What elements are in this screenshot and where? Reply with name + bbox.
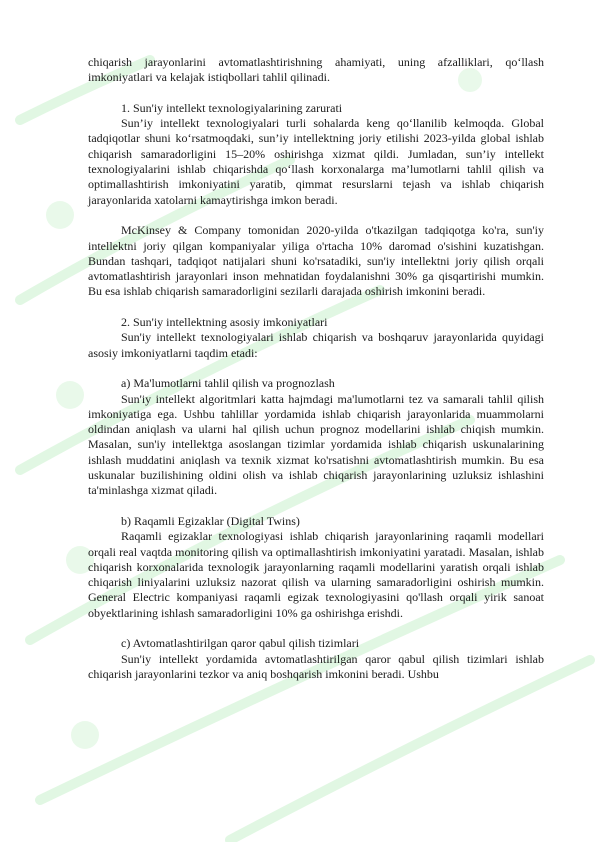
paragraph-intro-end: chiqarish jarayonlarini avtomatlashtirishning ahamiyati, uning afzalliklari, qo‘llash imkoniyatlari va kelajak istiqbollari tahlil qilinadi. [88,55,544,85]
paragraph-data-analysis: Sun'iy intellekt algoritmlari katta hajmdagi ma'lumotlarni tez va samarali tahlil qilish imkoniyatiga ega. Ushbu tahlillar yordamida ishlab chiqarish jarayonlarida muammolarni oldindan aniqlash va ularni hal qilish uchun prognoz modellarini ishlab chiqish mumkin. Masalan, sun'iy intellektga asoslangan tizimlar yordamida ishlab chiqarish uskunalarining ishlash muddatini aniqlash va texnik xizmat ko'rsatishni avtomatlashtirish mumkin. Bu esa uskunalar buzilishining oldini olish va ishlab chiqarish jarayonlarining uzluksiz ishlashini ta'minlashga xizmat qiladi. [88,391,544,498]
heading-subsection-a: a) Ma'lumotlarni tahlil qilish va prognozlash [121,376,335,391]
paragraph-capabilities-intro: Sun'iy intellekt texnologiyalari ishlab chiqarish va boshqaruv jarayonlarida quyidagi asosiy imkoniyatlarni taqdim etadi: [88,330,544,360]
heading-section-2: 2. Sun'iy intellektning asosiy imkoniyatlari [121,315,328,330]
heading-section-1: 1. Sun'iy intellekt texnologiyalarining zarurati [121,100,343,115]
paragraph-mckinsey: McKinsey & Company tomonidan 2020-yilda o'tkazilgan tadqiqotga ko'ra, sun'iy intellektni joriy qilgan kompaniyalar yiliga o'rtacha 10% daromad o'sishini kuzatishgan. Bundan tashqari, tadqiqot natijalari shuni ko'rsatadiki, sun'iy intellektni joriy qilish orqali avtomatlashtirish jarayonlari inson mehnatidan foydalanishni 30% ga qisqartirishi mumkin. Bu esa ishlab chiqarish samaradorligini sezilarli darajada oshirish imkonini beradi. [88,223,544,299]
paragraph-digital-twins: Raqamli egizaklar texnologiyasi ishlab chiqarish jarayonlarining raqamli modellari orqali real vaqtda monitoring qilish va optimallashtirish imkoniyatini yaratadi. Masalan, ishlab chiqarish korxonalarida texnologik jarayonlarning raqamli modellarini yaratish orqali ishlab chiqarish liniyalarini uzluksiz nazorat qilish va ularning samaradorligini oshirish mumkin. General Electric kompaniyasi raqamli egizak texnologiyasini qo'llash orqali yirik sanoat obyektlarining ishlash samaradorligini 10% ga oshirishga erishdi. [88,529,544,620]
paragraph-ai-necessity: Sun’iy intellekt texnologiyalari turli sohalarda keng qo‘llanilib kelmoqda. Global tadqiqotlar shuni ko‘rsatmoqdaki, sun’iy intellektning joriy etilishi 2023-yilda global ishlab chiqarish samaradorligini 15–20% oshirishga xizmat qildi. Jumladan, sun’iy intellekt texnologiyalarini ishlab chiqarishda qo‘llash korxonalarga ma’lumotlarni tahlil qilish va optimallashtirish imkoniyatini yaratib, qimmat resurslarni tejash va ishlab chiqarish jarayonlarida xatolarni kamaytirishga imkon beradi. [88,116,544,207]
heading-subsection-c: c) Avtomatlashtirilgan qaror qabul qilish tizimlari [121,636,360,651]
heading-subsection-b: b) Raqamli Egizaklar (Digital Twins) [121,513,300,528]
paragraph-decision-systems: Sun'iy intellekt yordamida avtomatlashtirilgan qaror qabul qilish tizimlari ishlab chiqarish jarayonlarini tezkor va aniq boshqarish imkonini beradi. Ushbu [88,651,544,681]
